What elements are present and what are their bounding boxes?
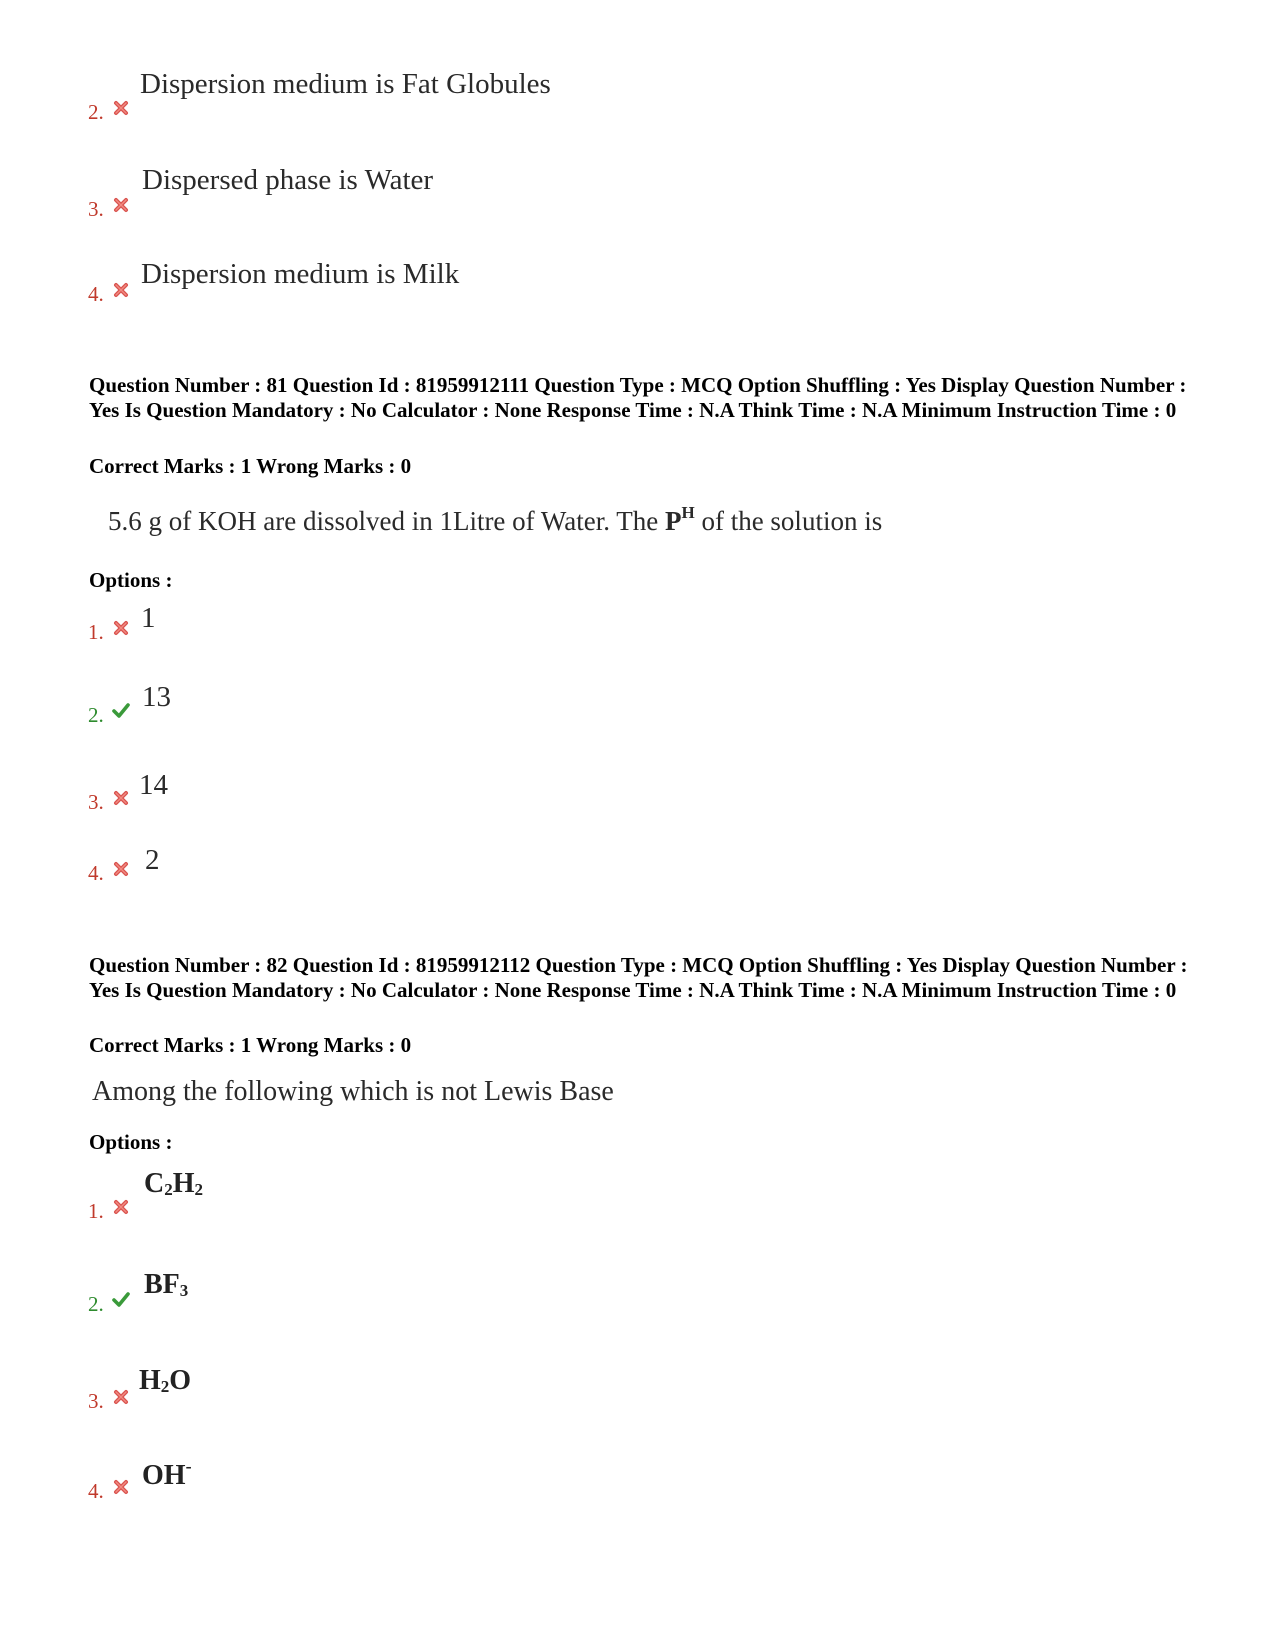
- option-number: 4.: [88, 861, 104, 885]
- question-meta: Question Number : 82 Question Id : 81959912112 Question Type : MCQ Option Shuffling : Yes Display Question Number : Yes Is Question Mandatory : No Calculator : None Response Time : N.A Think Time : N.A Minimum Instruction Time : 0: [89, 953, 1188, 1002]
- option-number: 1.: [88, 620, 104, 644]
- cross-icon: [113, 1389, 129, 1405]
- option-number: 3.: [88, 197, 104, 221]
- cross-icon: [113, 1199, 129, 1215]
- question-marks: Correct Marks : 1 Wrong Marks : 0: [89, 454, 412, 478]
- option-formula: $H_2O$: [139, 1365, 192, 1396]
- option-text: 14: [139, 769, 168, 801]
- option-number: 3.: [88, 1389, 104, 1413]
- option-number: 2.: [88, 1292, 104, 1316]
- stem-text: of the solution is: [694, 506, 883, 536]
- cross-icon: [113, 100, 129, 116]
- stem-ph-symbol: $P^H$: [664, 503, 695, 536]
- option-formula: $C_2H_2$: [144, 1168, 204, 1199]
- cross-icon: [113, 790, 129, 806]
- cross-icon: [113, 282, 129, 298]
- option-text: 2: [145, 844, 160, 876]
- cross-icon: [113, 861, 129, 877]
- options-label: Options :: [89, 1130, 173, 1154]
- option-number: 2.: [88, 703, 104, 727]
- check-icon: [111, 1291, 131, 1307]
- question-meta: Question Number : 81 Question Id : 81959912111 Question Type : MCQ Option Shuffling : Yes Display Question Number : Yes Is Question Mandatory : No Calculator : None Response Time : N.A Think Time : N.A Minimum Instruction Time : 0: [89, 373, 1187, 422]
- cross-icon: [113, 197, 129, 213]
- cross-icon: [113, 620, 129, 636]
- question-stem: Among the following which is not Lewis Base: [92, 1076, 614, 1107]
- option-text: Dispersion medium is Fat Globules: [140, 68, 551, 100]
- stem-text: 5.6 g of KOH are dissolved in 1Litre of Water. The: [108, 506, 665, 536]
- check-icon: [111, 702, 131, 718]
- options-label: Options :: [89, 568, 173, 592]
- option-number: 3.: [88, 790, 104, 814]
- option-text: 1: [141, 602, 156, 634]
- option-text: Dispersed phase is Water: [142, 164, 434, 196]
- question-marks: Correct Marks : 1 Wrong Marks : 0: [89, 1033, 412, 1057]
- cross-icon: [113, 1479, 129, 1495]
- option-text: Dispersion medium is Milk: [141, 258, 460, 290]
- option-number: 4.: [88, 1479, 104, 1503]
- option-formula: $BF_3$: [144, 1269, 189, 1300]
- option-number: 4.: [88, 282, 104, 306]
- option-text: 13: [142, 681, 171, 713]
- question-stem: [108, 503, 882, 537]
- option-formula: OH-: [142, 1456, 192, 1491]
- option-number: 1.: [88, 1199, 104, 1223]
- option-number: 2.: [88, 100, 104, 124]
